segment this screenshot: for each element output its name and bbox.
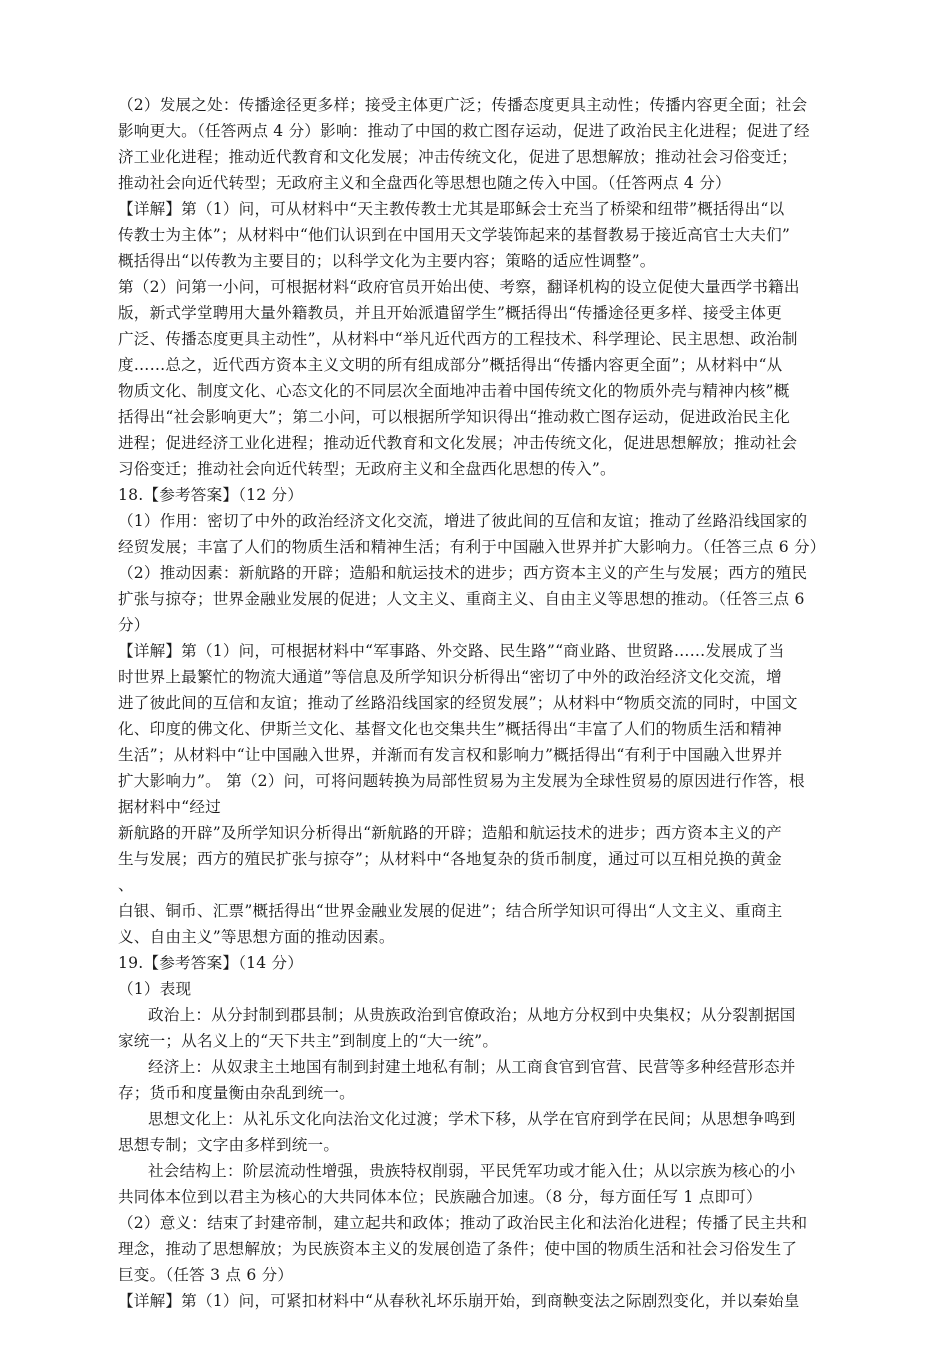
text-line: 括得出“社会影响更大”；第二小问，可以根据所学知识得出“推动救亡图存运动，促进政治民主化	[118, 408, 791, 426]
text-line: 概括得出“以传教为主要目的；以科学文化为主要内容；策略的适应性调整”。	[118, 252, 656, 270]
text-line: 、	[118, 876, 134, 894]
detail-heading-line: 【详解】第（1）问，可紧扣材料中“从春秋礼坏乐崩开始，到商鞅变法之际剧烈变化，并以秦始皇	[118, 1292, 800, 1310]
text-line: 扩大影响力”。 第（2）问，可将问题转换为局部性贸易为主发展为全球性贸易的原因进行作答，根	[118, 772, 805, 790]
text-line: 物质文化、制度文化、心态文化的不同层次全面地冲击着中国传统文化的物质外壳与精神内核”概	[118, 382, 790, 400]
text-line: 济工业化进程；推动近代教育和文化发展；冲击传统文化，促进了思想解放；推动社会习俗变迁；	[118, 148, 798, 166]
text-line: 生与发展；西方的殖民扩张与掠夺”；从材料中“各地复杂的货币制度，通过可以互相兑换的黄金	[118, 850, 782, 868]
text-line: 广泛、传播态度更具主动性”，从材料中“举凡近代西方的工程技术、科学理论、民主思想、政治制	[118, 330, 798, 348]
text-line: 生活”；从材料中“让中国融入世界，并渐而有发言权和影响力”概括得出“有利于中国融入世界并	[118, 746, 783, 764]
text-line: 分）	[118, 616, 150, 634]
text-line: （2）推动因素：新航路的开辟；造船和航运技术的进步；西方资本主义的产生与发展；西方的殖民	[118, 564, 808, 582]
text-line: （2）发展之处：传播途径更多样；接受主体更广泛；传播态度更具主动性；传播内容更全面；社会	[118, 96, 808, 114]
text-line: 习俗变迁；推动社会向近代转型；无政府主义和全盘西化思想的传入”。	[118, 460, 616, 478]
text-line: 白银、铜币、汇票”概括得出“世界金融业发展的促进”；结合所学知识可得出“人文主义、重商主	[118, 902, 783, 920]
text-line: 义、自由主义”等思想方面的推动因素。	[118, 928, 395, 946]
text-line: 进了彼此间的互信和友谊；推动了丝路沿线国家的经贸发展”；从材料中“物质交流的同时，中国文	[118, 694, 798, 712]
text-line: 新航路的开辟”及所学知识分析得出“新航路的开辟；造船和航运技术的进步；西方资本主义的产	[118, 824, 782, 842]
answer-heading-19: 19.【参考答案】（14 分）	[118, 954, 304, 972]
text-line: 存；货币和度量衡由杂乱到统一。	[118, 1084, 355, 1102]
text-line: 据材料中“经过	[118, 798, 221, 816]
text-line: 版，新式学堂聘用大量外籍教员，并且开始派遣留学生”概括得出“传播途径更多样、接受主体更	[118, 304, 782, 322]
text-line: 政治上：从分封制到郡县制；从贵族政治到官僚政治；从地方分权到中央集权；从分裂割据国	[148, 1006, 796, 1024]
detail-heading-line: 【详解】第（1）问，可根据材料中“军事路、外交路、民生路”“商业路、世贸路……发展成了当	[118, 642, 785, 660]
text-line: 时世界上最繁忙的物流大通道”等信息及所学知识分析得出“密切了中外的政治经济文化交流，增	[118, 668, 782, 686]
text-line: 思想专制；文字由多样到统一。	[118, 1136, 340, 1154]
text-line: 影响更大。（任答两点 4 分）影响：推动了中国的救亡图存运动，促进了政治民主化进程；促进了经	[118, 122, 810, 140]
text-line: 家统一；从名义上的“天下共主”到制度上的“大一统”。	[118, 1032, 499, 1050]
text-line: 经济上：从奴隶主土地国有制到封建土地私有制；从工商食官到官营、民营等多种经营形态并	[148, 1058, 796, 1076]
text-line: 度……总之，近代西方资本主义文明的所有组成部分”概括得出“传播内容更全面”；从材料中“从	[118, 356, 783, 374]
detail-heading-line: 【详解】第（1）问，可从材料中“天主教传教士尤其是耶稣会士充当了桥梁和纽带”概括得出“以	[118, 200, 785, 218]
text-line: 推动社会向近代转型；无政府主义和全盘西化等思想也随之传入中国。（任答两点 4 分）	[118, 174, 731, 192]
text-line: 思想文化上：从礼乐文化向法治文化过渡；学术下移，从学在官府到学在民间；从思想争鸣到	[148, 1110, 796, 1128]
text-line: 进程；促进经济工业化进程；推动近代教育和文化发展；冲击传统文化，促进思想解放；推动社会	[118, 434, 798, 452]
text-line: （2）意义：结束了封建帝制，建立起共和政体；推动了政治民主化和法治化进程；传播了民主共和	[118, 1214, 808, 1232]
text-line: （1）作用：密切了中外的政治经济文化交流，增进了彼此间的互信和友谊；推动了丝路沿线国家的	[118, 512, 808, 530]
text-line: 巨变。（任答 3 点 6 分）	[118, 1266, 294, 1284]
text-line: 传教士为主体”；从材料中“他们认识到在中国用天文学装饰起来的基督教易于接近高官士大夫们”	[118, 226, 791, 244]
text-line: 扩张与掠夺；世界金融业发展的促进；人文主义、重商主义、自由主义等思想的推动。（任答三点 6	[118, 590, 805, 608]
text-line: 第（2）问第一小问，可根据材料“政府官员开始出使、考察，翻译机构的设立促使大量西学书籍出	[118, 278, 800, 296]
text-line: 经贸发展；丰富了人们的物质生活和精神生活；有利于中国融入世界并扩大影响力。（任答三点 6 分）	[118, 538, 826, 556]
text-line: （1）表现	[118, 980, 192, 998]
text-line: 社会结构上：阶层流动性增强，贵族特权削弱，平民凭军功或才能入仕；从以宗族为核心的小	[148, 1162, 796, 1180]
text-line: 化、印度的佛文化、伊斯兰文化、基督文化也交集共生”概括得出“丰富了人们的物质生活和精神	[118, 720, 782, 738]
answer-heading-18: 18.【参考答案】（12 分）	[118, 486, 304, 504]
text-line: 共同体本位到以君主为核心的大共同体本位；民族融合加速。（8 分，每方面任写 1 点即可）	[118, 1188, 762, 1206]
text-line: 理念，推动了思想解放；为民族资本主义的发展创造了条件；使中国的物质生活和社会习俗发生了	[118, 1240, 798, 1258]
